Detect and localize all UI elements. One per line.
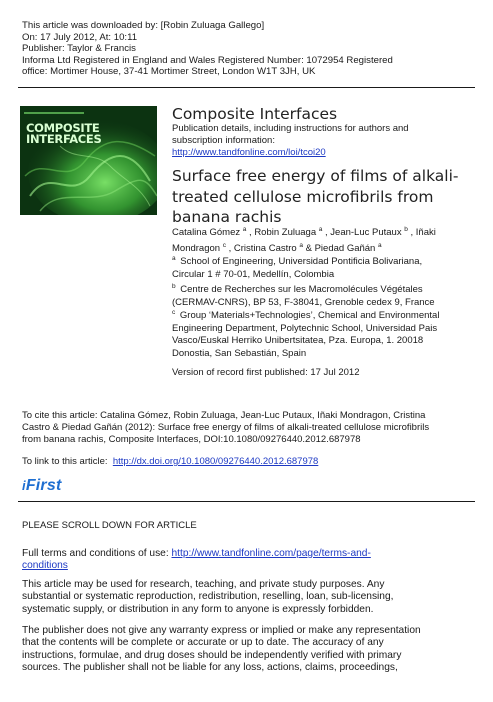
publisher-line: Publisher: Taylor & Francis [22, 43, 136, 55]
affiliation-b: $^b$ Centre de Recherches sur les Macromolécules Végétales (CERMAV-CNRS), BP 53, F-38041, Grenoble cedex 9, France [172, 283, 435, 308]
office-address-line: office: Mortimer House, 37-41 Mortimer Street, London W1T 3JH, UK [22, 66, 316, 78]
download-date-line: On: 17 July 2012, At: 10:11 [22, 31, 138, 43]
citation-line: To cite this article: Catalina Gómez, Robin Zuluaga, Jean-Luc Putaux, Iñaki Mondragon, Cristina [22, 410, 426, 421]
author-name: Jean-Luc Putaux [330, 227, 402, 238]
journal-url-link[interactable]: http://www.tandfonline.com/loi/tcoi20 [172, 146, 326, 158]
section-divider [18, 501, 475, 502]
scroll-notice: PLEASE SCROLL DOWN FOR ARTICLE [22, 520, 197, 531]
article-link-label: To link to this article: [22, 456, 108, 467]
warranty-paragraph: The publisher does not give any warranty express or implied or make any representation that the contents will be complete or accurate or up to date. The accuracy of any instructions, formulae, and drug doses should be independently verified with primary sources. The publisher shall not be liable for any loss, actions, claims, proceedings, [22, 625, 421, 674]
citation-line: from banana rachis, Composite Interfaces, DOI:10.1080/09276440.2012.687978 [22, 434, 361, 446]
article-link-line [22, 456, 477, 468]
download-header [22, 20, 474, 78]
details-text-line1: Publication details, including instructions for authors and [172, 123, 409, 134]
terms-label: Full terms and conditions of use: [22, 548, 169, 559]
header-divider [18, 87, 475, 88]
author-name: Iñaki Mondragon [172, 227, 436, 254]
details-text-line2: subscription information: [172, 134, 275, 146]
affiliation-a: $^a$ School of Engineering, Universidad Pontificia Bolivariana, Circular 1 # 70-01, Medellín, Colombia [172, 255, 423, 280]
author-list: Catalina Gómez $^a$ , Robin Zuluaga $^a$ , Jean-Luc Putaux $^b$ , Iñaki Mondragon $^c$ , Cristina Castro $^a$ & Piedad Gañán $^a$ [172, 226, 436, 254]
terms-block [22, 548, 474, 573]
citation-block [22, 410, 477, 447]
citation-line: Castro & Piedad Gañán (2012): Surface free energy of films of alkali-treated cellulose microfibrils [22, 422, 430, 434]
publication-details [172, 123, 472, 158]
terms-link-continued[interactable]: conditions [22, 560, 68, 572]
journal-cover-image [20, 106, 157, 215]
cover-top-bar [24, 112, 84, 114]
version-of-record: Version of record first published: 17 Jul 2012 [172, 367, 360, 378]
journal-name: Composite Interfaces [172, 105, 338, 123]
doi-link[interactable]: http://dx.doi.org/10.1080/09276440.2012.687978 [112, 456, 319, 467]
author-name: Piedad Gañán [314, 242, 376, 254]
usage-paragraph: This article may be used for research, teaching, and private study purposes. Any substantial or systematic reproduction, redistribution, reselling, loan, sub-licensing, systematic supply, or distribution in any form to anyone is expressly forbidden. [22, 579, 394, 615]
author-name: Robin Zuluaga [254, 227, 317, 238]
author-name: Catalina Gómez [172, 227, 241, 238]
author-name: Cristina Castro [233, 242, 297, 254]
download-info-line: This article was downloaded by: [Robin Zuluaga Gallego] [22, 20, 265, 31]
ifirst-logo: iFirst [22, 477, 62, 494]
registration-line: Informa Ltd Registered in England and Wales Registered Number: 1072954 Registered [22, 54, 393, 66]
terms-link[interactable]: http://www.tandfonline.com/page/terms-and- [171, 548, 371, 559]
cover-title: COMPOSITE INTERFACES [26, 121, 102, 146]
affiliation-c: $^c$ Group ‘Materials+Technologies’, Chemical and Environmental Engineering Department, Polytechnic School, Universidad Pais Vasco/Euskal Herriko Unibertsitatea, Pza. Europa, 1. 20018 Donostia, San Sebastián, Spain [172, 309, 440, 359]
article-title: Surface free energy of films of alkali- treated cellulose microfibrils from banana rachis [172, 167, 459, 226]
